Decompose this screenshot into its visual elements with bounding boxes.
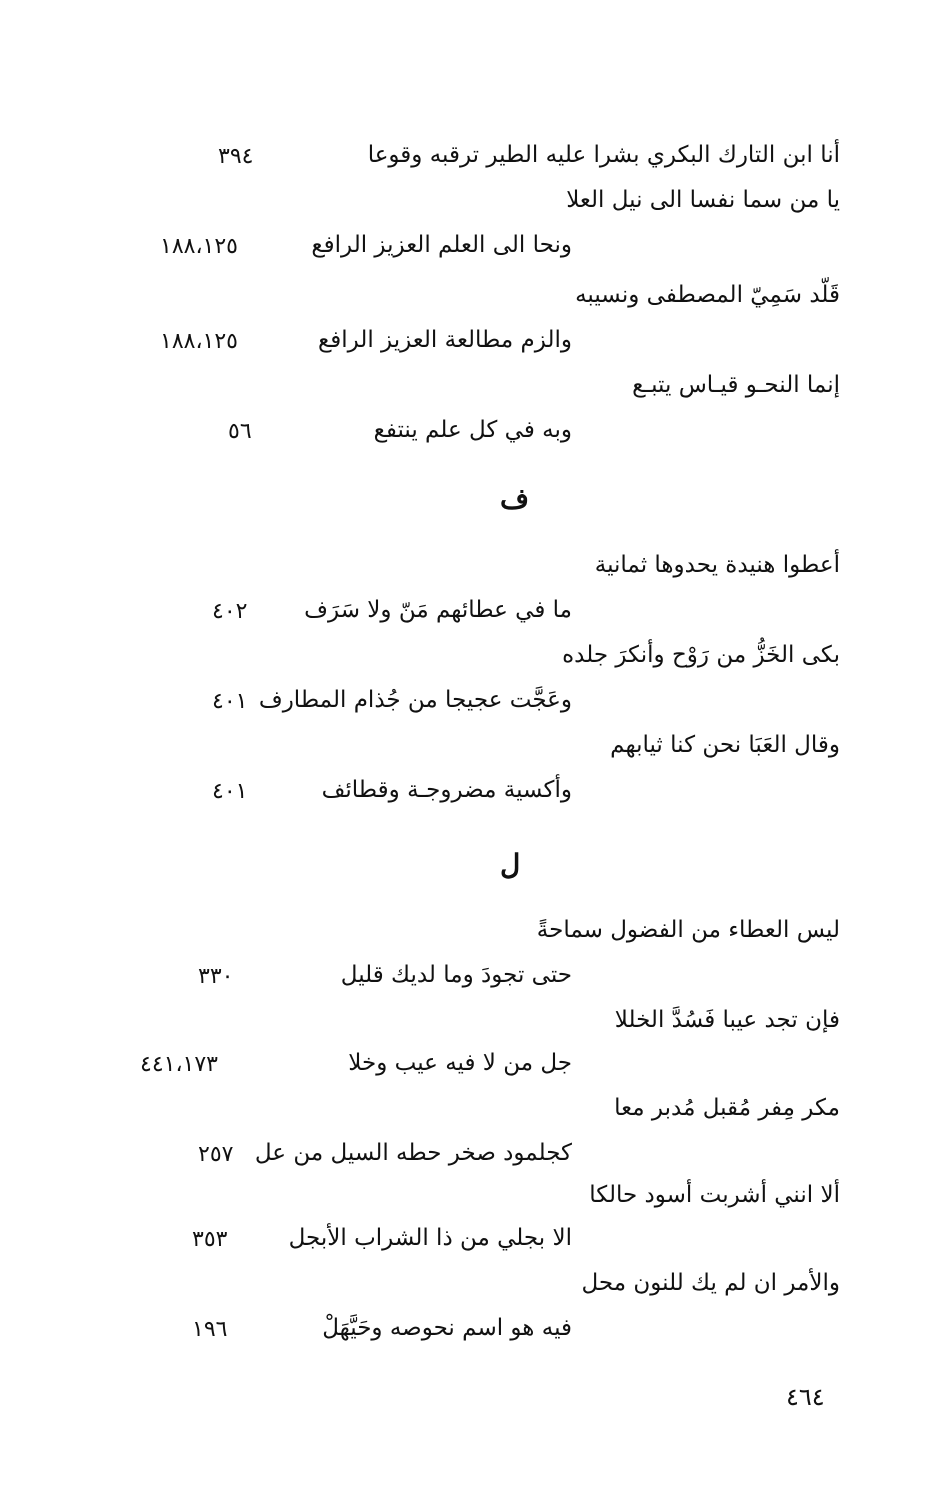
verse-second-hemistich: ونحا الى العلم العزيز الرافع	[311, 232, 572, 258]
page-reference: ١٨٨،١٢٥	[160, 234, 238, 259]
verse-first-hemistich: بكى الخَزُّ من رَوْح وأنكرَ جلده	[562, 642, 840, 668]
page-reference: ٢٥٧	[198, 1142, 234, 1167]
verse-second-hemistich: الا بجلي من ذا الشراب الأبجل	[288, 1225, 572, 1251]
verse-first-hemistich: قَلّد سَمِيّ المصطفى ونسيبه	[575, 282, 840, 308]
page-reference: ٤٠١	[212, 689, 248, 714]
verse-first-hemistich: مكر مِفر مُقبل مُدبر معا	[614, 1095, 840, 1121]
page-reference: ٣٥٣	[192, 1227, 228, 1252]
verse-second-hemistich: وأكسية مضروجـة وقطائف	[321, 777, 572, 803]
verse-first-hemistich: ألا انني أشربت أسود حالكا	[589, 1182, 840, 1208]
verse-second-hemistich: حتى تجودَ وما لديك قليل	[340, 962, 572, 988]
verse-first-hemistich: فإن تجد عيبا فَسُدَّ الخللا	[614, 1007, 840, 1033]
verse-first-hemistich: ليس العطاء من الفضول سماحةً	[536, 917, 840, 943]
section-letter-heading: ل	[500, 848, 521, 881]
page-reference: ٤٠٢	[212, 599, 248, 624]
verse-first-hemistich: وقال العَبَا نحن كنا ثيابهم	[610, 732, 840, 758]
verse-second-hemistich: فيه هو اسم نحوصه وحَيَّهَلْ	[322, 1315, 572, 1341]
verse-first-hemistich: يا من سما نفسا الى نيل العلا	[566, 187, 840, 213]
verse-second-hemistich: وعَجَّت عجيجا من جُذام المطارف	[258, 687, 572, 713]
page-reference: ٣٣٠	[198, 964, 234, 989]
page-number: ٤٦٤	[786, 1383, 825, 1411]
verse-second-hemistich: وبه في كل علم ينتفع	[373, 417, 572, 443]
verse-first-hemistich: أنا ابن التارك البكري بشرا عليه الطير ترقبه وقوعا	[367, 142, 840, 168]
verse-first-hemistich: أعطوا هنيدة يحدوها ثمانية	[594, 552, 840, 578]
verse-first-hemistich: والأمر ان لم يك للنون محل	[581, 1270, 840, 1296]
section-letter-heading: ف	[500, 482, 530, 515]
verse-first-hemistich: إنما النحـو قيـاس يتبـع	[632, 372, 840, 398]
page-reference: ٤٠١	[212, 779, 248, 804]
page-reference: ٤٤١،١٧٣	[140, 1052, 218, 1077]
page-reference: ١٩٦	[192, 1317, 228, 1342]
page-reference: ٣٩٤	[218, 144, 254, 169]
verse-second-hemistich: ما في عطائهم مَنّ ولا سَرَف	[304, 597, 572, 623]
verse-second-hemistich: جل من لا فيه عيب وخلا	[348, 1050, 572, 1076]
page-reference: ٥٦	[228, 419, 252, 444]
page-reference: ١٨٨،١٢٥	[160, 329, 238, 354]
verse-second-hemistich: والزم مطالعة العزيز الرافع	[318, 327, 572, 353]
verse-second-hemistich: كجلمود صخر حطه السيل من عل	[254, 1140, 572, 1166]
